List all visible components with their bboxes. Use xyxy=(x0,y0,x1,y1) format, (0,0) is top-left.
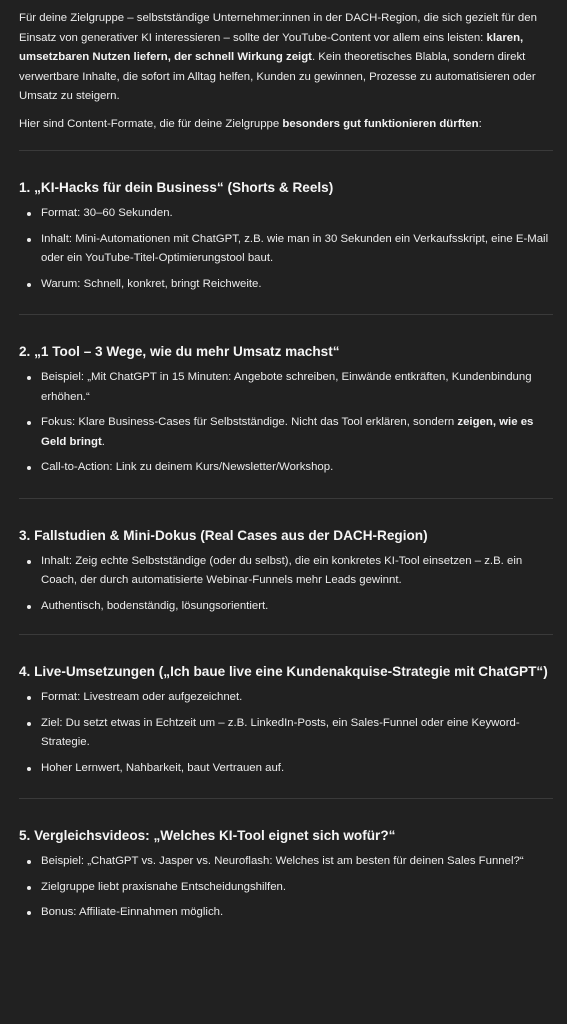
section-heading: 2. „1 Tool – 3 Wege, wie du mehr Umsatz machst“ xyxy=(19,344,340,359)
bullet-list xyxy=(19,204,553,294)
intro-paragraph-2 xyxy=(19,115,553,135)
bullet-list xyxy=(19,852,553,923)
intro-paragraph xyxy=(19,9,553,107)
list-item: Format: Livestream oder aufgezeichnet. xyxy=(19,688,553,708)
text: Für deine Zielgruppe – selbstständige Unternehmer:innen in der DACH-Region, die sich gezielt für den Einsatz von generativer KI interessieren – sollte der YouTube-Content vor allem eins leisten: xyxy=(19,12,537,44)
divider xyxy=(19,498,553,499)
text: Hier sind Content-Formate, die für deine Zielgruppe xyxy=(19,117,283,130)
bold-text: besonders gut funktionieren dürften xyxy=(282,117,479,130)
list-item: Format: 30–60 Sekunden. xyxy=(19,204,553,224)
list-item: Authentisch, bodenständig, lösungsorientiert. xyxy=(19,597,553,617)
divider xyxy=(19,150,553,151)
bullet-list xyxy=(19,552,553,617)
bold-text: klaren, umsetzbaren Nutzen liefern, der schnell Wirkung zeigt xyxy=(19,31,524,63)
section-heading: 3. Fallstudien & Mini-Dokus (Real Cases aus der DACH-Region) xyxy=(19,527,428,543)
list-item: Inhalt: Mini-Automationen mit ChatGPT, z.B. wie man in 30 Sekunden ein Verkaufsskript, eine E-Mail oder ein YouTube-Titel-Optimierungstool baut. xyxy=(19,230,553,269)
list-item: Inhalt: Zeig echte Selbstständige (oder du selbst), die ein konkretes KI-Tool einsetzen – z.B. ein Coach, der durch automatisierte Webinar-Funnels mehr Leads gewinnt. xyxy=(19,552,553,591)
list-item: Hoher Lernwert, Nahbarkeit, baut Vertrauen auf. xyxy=(19,759,553,779)
divider xyxy=(19,314,553,315)
list-item: Ziel: Du setzt etwas in Echtzeit um – z.B. LinkedIn-Posts, ein Sales-Funnel oder eine Keyword-Strategie. xyxy=(19,714,553,753)
list-item xyxy=(19,413,553,452)
section-heading: 5. Vergleichsvideos: „Welches KI-Tool eignet sich wofür?“ xyxy=(19,828,396,843)
bold-text: zeigen, wie es Geld bringt xyxy=(41,416,534,448)
bullet-list xyxy=(19,368,553,478)
divider xyxy=(19,634,553,635)
divider xyxy=(19,798,553,799)
text: . Kein theoretisches Blabla, sondern direkt verwertbare Inhalte, die sofort im Alltag helfen, Kunden zu gewinnen, Prozesse zu automatisieren oder Umsatz zu steigern. xyxy=(19,51,536,102)
text: : xyxy=(478,117,482,130)
section-heading: 4. Live-Umsetzungen („Ich baue live eine Kundenakquise-Strategie mit ChatGPT“) xyxy=(19,664,548,679)
list-item: Bonus: Affiliate-Einnahmen möglich. xyxy=(19,903,553,923)
list-item: Beispiel: „ChatGPT vs. Jasper vs. Neuroflash: Welches ist am besten für deinen Sales Funnel?“ xyxy=(19,852,553,872)
bullet-list xyxy=(19,688,553,778)
section-heading: 1. „KI-Hacks für dein Business“ (Shorts & Reels) xyxy=(19,180,334,195)
list-item: Beispiel: „Mit ChatGPT in 15 Minuten: Angebote schreiben, Einwände entkräften, Kundenbindung erhöhen.“ xyxy=(19,368,553,407)
list-item: Zielgruppe liebt praxisnahe Entscheidungshilfen. xyxy=(19,878,553,898)
list-item: Warum: Schnell, konkret, bringt Reichweite. xyxy=(19,275,553,295)
text: . xyxy=(101,435,105,448)
list-item: Call-to-Action: Link zu deinem Kurs/Newsletter/Workshop. xyxy=(19,458,553,478)
text: Fokus: Klare Business-Cases für Selbstständige. Nicht das Tool erklären, sondern xyxy=(41,416,458,428)
